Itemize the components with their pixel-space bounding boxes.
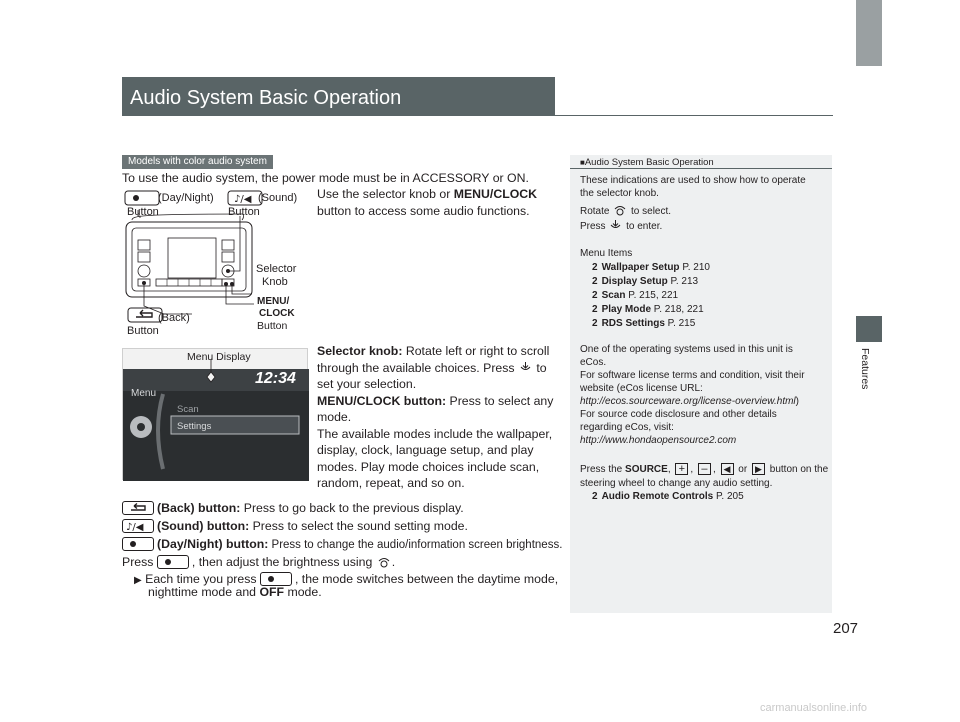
note-ecos-url[interactable]: http://ecos.sourceware.org/license-overview.html) [580,396,799,407]
right-arrow-icon: ▶ [752,463,765,475]
day-night-button-label: Button [127,206,159,218]
note-title: ■Audio System Basic Operation [580,157,714,168]
rotate-knob-icon [614,205,626,217]
side-tab-label: Features [859,348,871,390]
note-item-rds[interactable]: 2 RDS Settings P. 215 [592,318,696,329]
menu-display-label: Menu Display [187,351,251,363]
note-press: Press to enter. [580,221,663,232]
sound-label: (Sound) [258,192,298,204]
note-text: steering wheel to change any audio setting. [580,478,773,489]
sound-button-desc: ♪/◀ (Sound) button: Press to select the sound setting mode. [122,518,468,535]
selector-label: Selector [256,263,297,275]
left-arrow-icon: ◀ [721,463,734,475]
menu-clock-label-3: Button [257,320,288,332]
press-knob-icon [520,362,531,374]
back-button-desc: (Back) button: Press to go back to the previous display. [122,500,464,517]
note-text: regarding eCos, visit: [580,422,674,433]
note-text: One of the operating systems used in this unit is [580,344,793,355]
menu-clock-label-1: MENU/ [257,296,290,307]
intro-right-text: Use the selector knob or MENU/CLOCK button to access some audio functions. [317,187,538,218]
mode-switch-text-2: nighttime mode and OFF mode. [148,585,322,599]
minus-icon: – [698,463,711,475]
sound-button-label: Button [228,206,260,218]
note-rotate: Rotate to select. [580,206,672,217]
note-text: eCos. [580,357,607,368]
watermark: carmanualsonline.info [760,702,868,714]
day-night-label: (Day/Night) [158,192,214,204]
menu-item-settings: Settings [177,421,212,432]
note-item-scan[interactable]: 2 Scan P. 215, 221 [592,290,679,301]
page-title: Audio System Basic Operation [130,87,402,109]
menu-item-scan: Scan [177,404,199,415]
knob-label: Knob [262,276,288,288]
note-source-text: Press the SOURCE, + , – , ◀ or ▶ button on the [580,463,829,476]
gear-icon [130,416,152,438]
side-tab [856,0,882,66]
press-instruction: Press , then adjust the brightness using . [122,555,396,569]
menu-clock-label-2: CLOCK [259,308,295,319]
back-button-label: Button [127,325,159,337]
intro-text: To use the audio system, the power mode must be in ACCESSORY or ON. [122,171,529,185]
note-menu-items: Menu Items [580,248,633,259]
note-text: For software license terms and condition, visit their [580,370,805,381]
note-text: For source code disclosure and other details [580,409,777,420]
menu-display-image [122,348,308,480]
page-number: 207 [833,620,859,637]
rotate-knob-icon [378,557,390,569]
day-night-icon [157,555,189,569]
note-text: These indications are used to show how to operate [580,175,806,186]
back-icon [128,308,162,322]
note-item-wallpaper[interactable]: 2 Wallpaper Setup P. 210 [592,262,710,273]
clock-readout: 12:34 [255,370,296,387]
note-text: the selector knob. [580,188,659,199]
sidebar-note [570,155,832,613]
selector-description: Selector knob: Rotate left or right to scroll through the available choices. Press to set your selection. MENU/CLOCK button: Press to select any mode. The available modes include the wallpaper, display, clock, language setup, and play modes. Play mode choices include scan, random, repeat, and so on. [317,344,554,490]
title-rule [122,115,833,116]
mode-switch-text: ▶ Each time you press , the mode switches between the daytime mode, [134,572,559,586]
sound-icon [122,519,154,533]
plus-icon: + [675,463,688,475]
side-tab-box [856,316,882,342]
day-night-icon [122,537,154,551]
note-item-display[interactable]: 2 Display Setup P. 213 [592,276,699,287]
svg-text:♪/◀: ♪/◀ [126,521,144,532]
menu-title: Menu [131,388,157,399]
note-item-play-mode[interactable]: 2 Play Mode P. 218, 221 [592,304,704,315]
back-label: (Back) [158,312,190,324]
press-knob-icon [610,220,621,232]
note-header [570,155,832,169]
section-title-bar [122,77,555,115]
day-night-icon [125,191,159,205]
model-badge: Models with color audio system [122,155,273,169]
back-icon [122,501,154,515]
note-honda-url[interactable]: http://www.hondaopensource2.com [580,435,737,446]
svg-text:♪/◀: ♪/◀ [234,194,252,205]
note-text: website (eCos license URL: [580,383,703,394]
note-remote-link[interactable]: 2 Audio Remote Controls P. 205 [592,491,744,502]
day-night-button-desc: (Day/Night) button: Press to change the audio/information screen brightness. [122,536,562,554]
